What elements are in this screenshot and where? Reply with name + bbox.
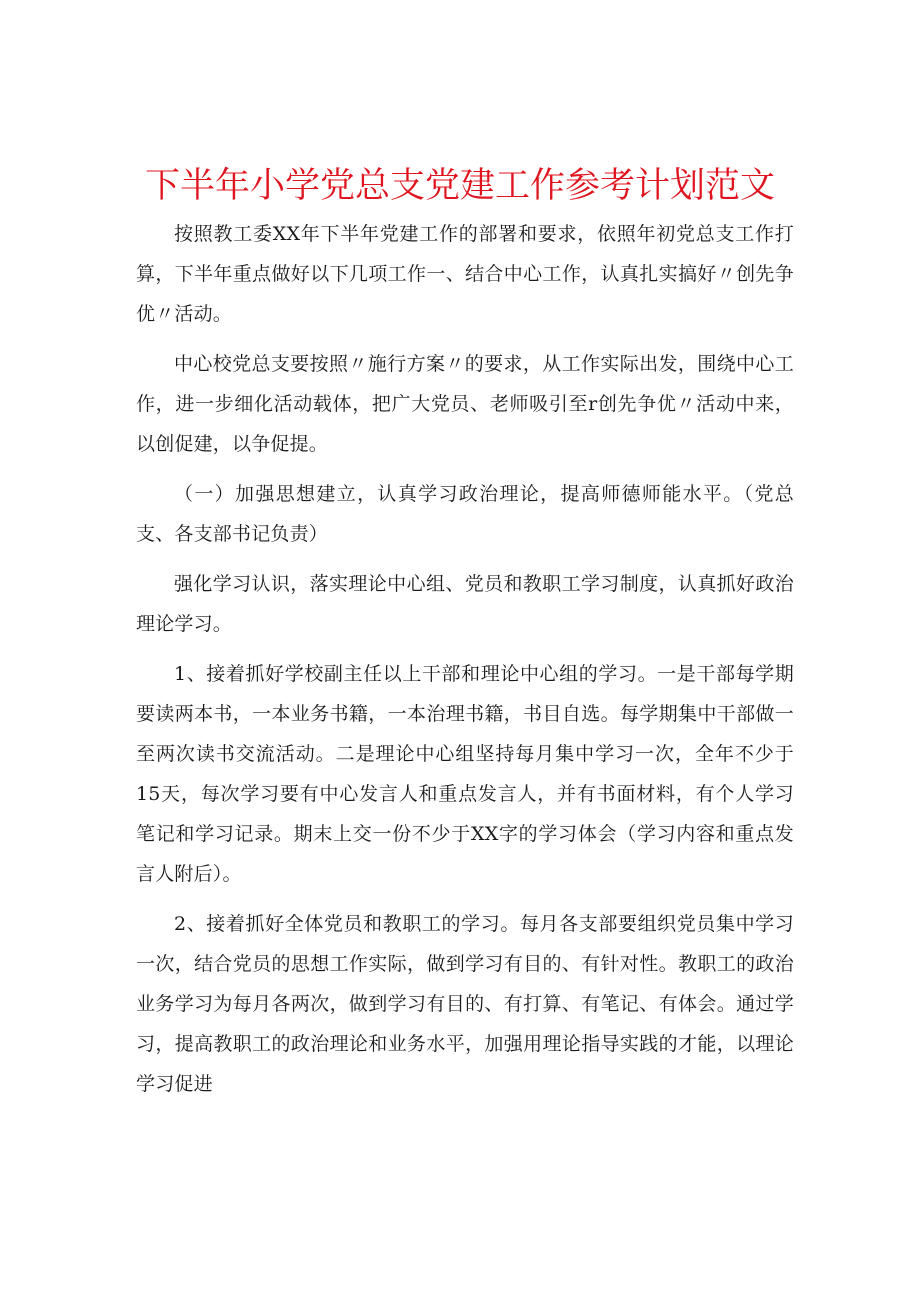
paragraph-intro: 按照教工委XX年下半年党建工作的部署和要求，依照年初党总支工作打算，下半年重点做好以下几项工作一、结合中心工作，认真扎实搞好〃创先争优〃活动。: [136, 223, 794, 325]
paragraph-item-1: 1、接着抓好学校副主任以上干部和理论中心组的学习。一是干部每学期要读两本书，一本业务书籍，一本治理书籍，书目自选。每学期集中干部做一至两次读书交流活动。二是理论中心组坚持每月集中学习一次，全年不少于15天，每次学习要有中心发言人和重点发言人，并有书面材料，有个人学习笔记和学习记录。期末上交一份不少于XX字的学习体会（学习内容和重点发言人附后）。: [136, 663, 794, 885]
paragraph-party-branch: 中心校党总支要按照〃施行方案〃的要求，从工作实际出发，围绕中心工作，进一步细化活动载体，把广大党员、老师吸引至r创先争优〃活动中来，以创促建，以争促提。: [136, 353, 794, 455]
paragraph-item-2: 2、接着抓好全体党员和教职工的学习。每月各支部要组织党员集中学习一次，结合党员的思想工作实际，做到学习有目的、有针对性。教职工的政治业务学习为每月各两次，做到学习有目的、有打算、有笔记、有体会。通过学习，提高教职工的政治理论和业务水平，加强用理论指导实践的才能，以理论学习促进: [136, 913, 794, 1095]
paragraph-section-one: （一）加强思想建立，认真学习政治理论，提高师德师能水平。（党总支、各支部书记负责）: [136, 483, 794, 545]
document-title: 下半年小学党总支党建工作参考计划范文: [144, 166, 775, 206]
document-body: [136, 214, 794, 1114]
paragraph-study-awareness: 强化学习认识，落实理论中心组、党员和教职工学习制度，认真抓好政治理论学习。: [136, 573, 794, 635]
